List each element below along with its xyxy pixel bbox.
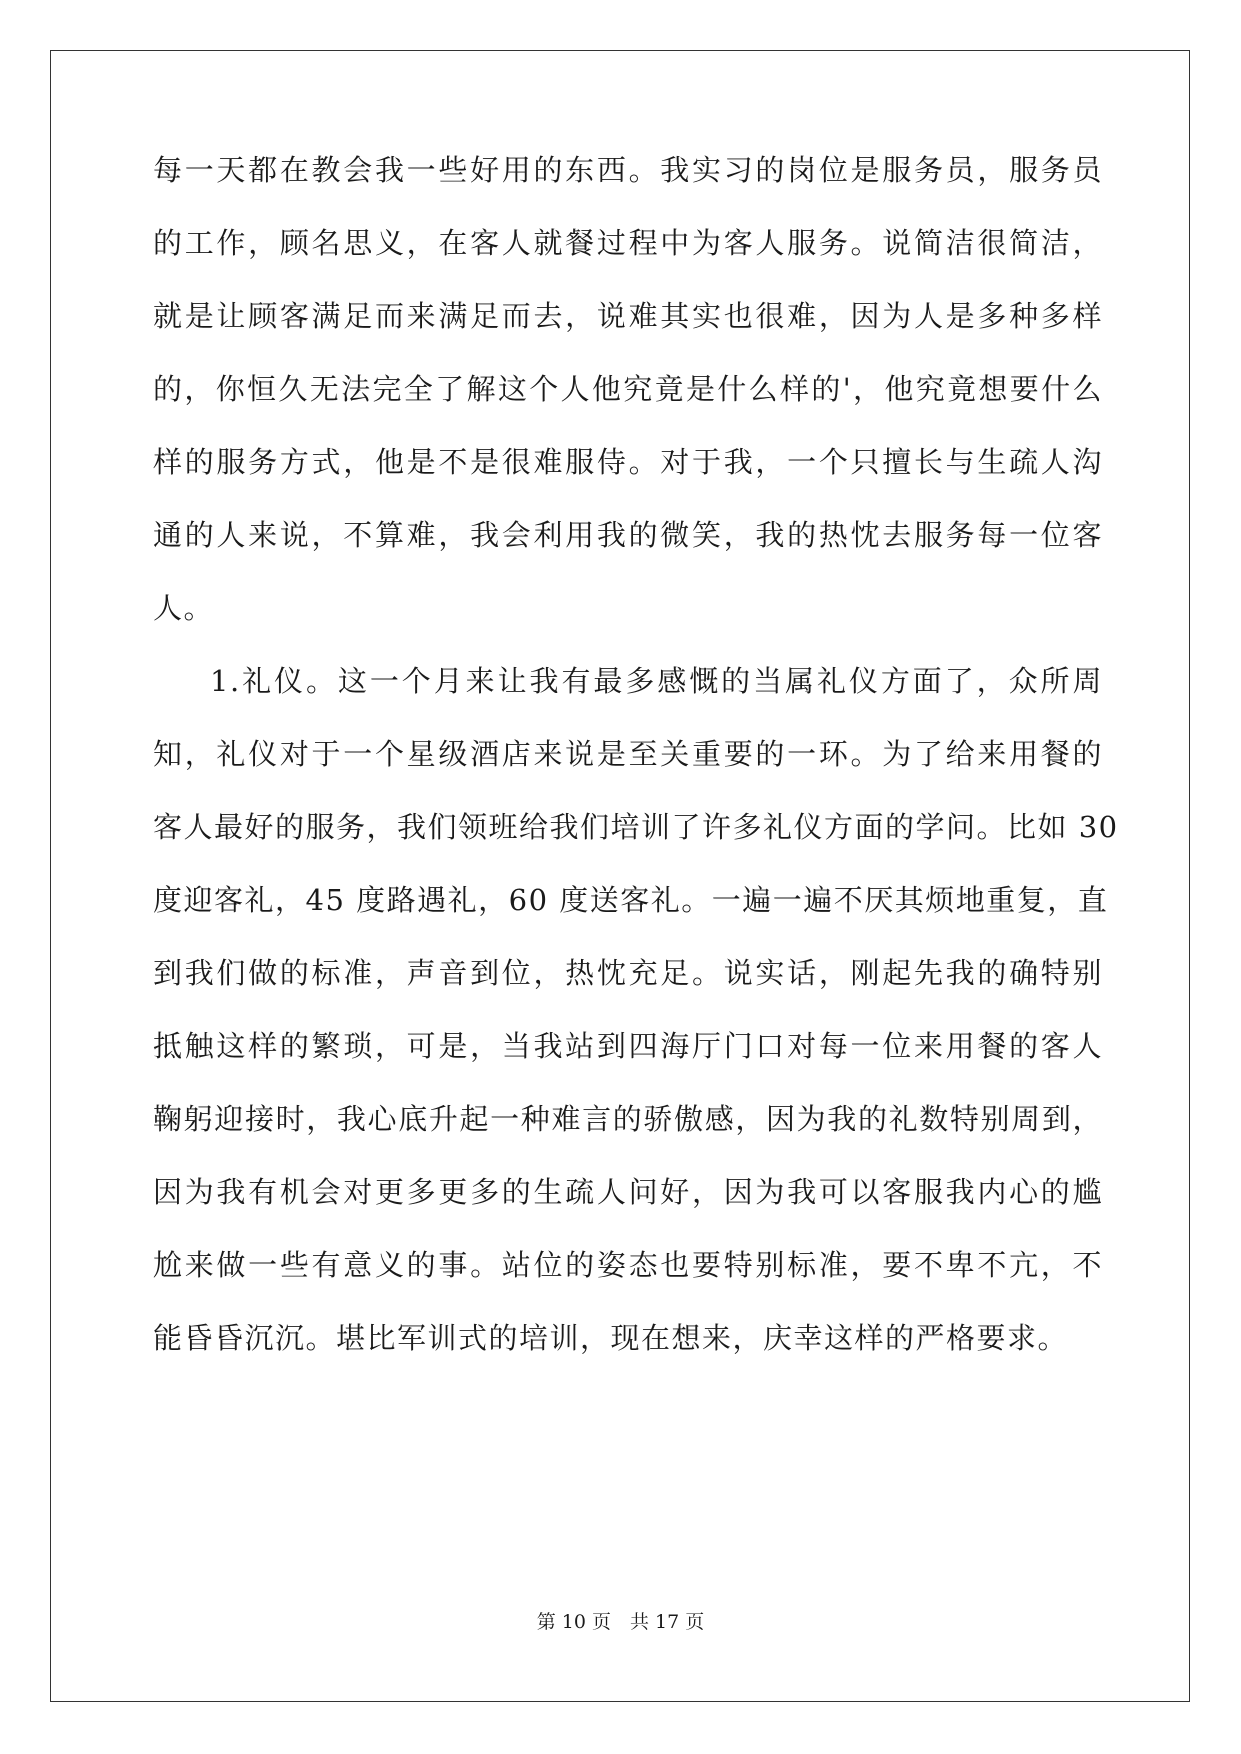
body-text-line: 尬来做一些有意义的事。站位的姿态也要特别标准，要不卑不亢，不 [153, 1248, 1103, 1282]
body-text-line: 到我们做的标准，声音到位，热忱充足。说实话，刚起先我的确特别 [153, 956, 1103, 990]
body-text-line: 因为我有机会对更多更多的生疏人问好，因为我可以客服我内心的尴 [153, 1175, 1103, 1209]
body-text-line: 每一天都在教会我一些好用的东西。我实习的岗位是服务员，服务员 [153, 153, 1103, 187]
body-text-line: 客人最好的服务，我们领班给我们培训了许多礼仪方面的学问。比如 30 [153, 810, 1119, 844]
body-text-line: 度迎客礼，45 度路遇礼，60 度送客礼。一遍一遍不厌其烦地重复，直 [153, 883, 1109, 917]
body-text-line: 通的人来说，不算难，我会利用我的微笑，我的热忱去服务每一位客 [153, 518, 1103, 552]
body-text-line: 的，你恒久无法完全了解这个人他究竟是什么样的'，他究竟想要什么 [153, 372, 1103, 406]
body-text-line: 的工作，顾名思义，在客人就餐过程中为客人服务。说简洁很简洁， [153, 226, 1103, 260]
page-number-footer: 第 10 页 共 17 页 [536, 1611, 705, 1633]
body-text-line: 就是让顾客满足而来满足而去，说难其实也很难，因为人是多种多样 [153, 299, 1103, 333]
body-text-line: 抵触这样的繁琐，可是，当我站到四海厅门口对每一位来用餐的客人 [153, 1029, 1103, 1063]
body-text-line: 人。 [153, 591, 215, 625]
body-text-line: 鞠躬迎接时，我心底升起一种难言的骄傲感，因为我的礼数特别周到， [153, 1102, 1103, 1136]
body-text-line: 能昏昏沉沉。堪比军训式的培训，现在想来，庆幸这样的严格要求。 [153, 1321, 1069, 1355]
section-heading-line: 1.礼仪。这一个月来让我有最多感慨的当属礼仪方面了，众所周 [210, 664, 1103, 698]
body-text-line: 知，礼仪对于一个星级酒店来说是至关重要的一环。为了给来用餐的 [153, 737, 1103, 771]
body-text-line: 样的服务方式，他是不是很难服侍。对于我，一个只擅长与生疏人沟 [153, 445, 1103, 479]
